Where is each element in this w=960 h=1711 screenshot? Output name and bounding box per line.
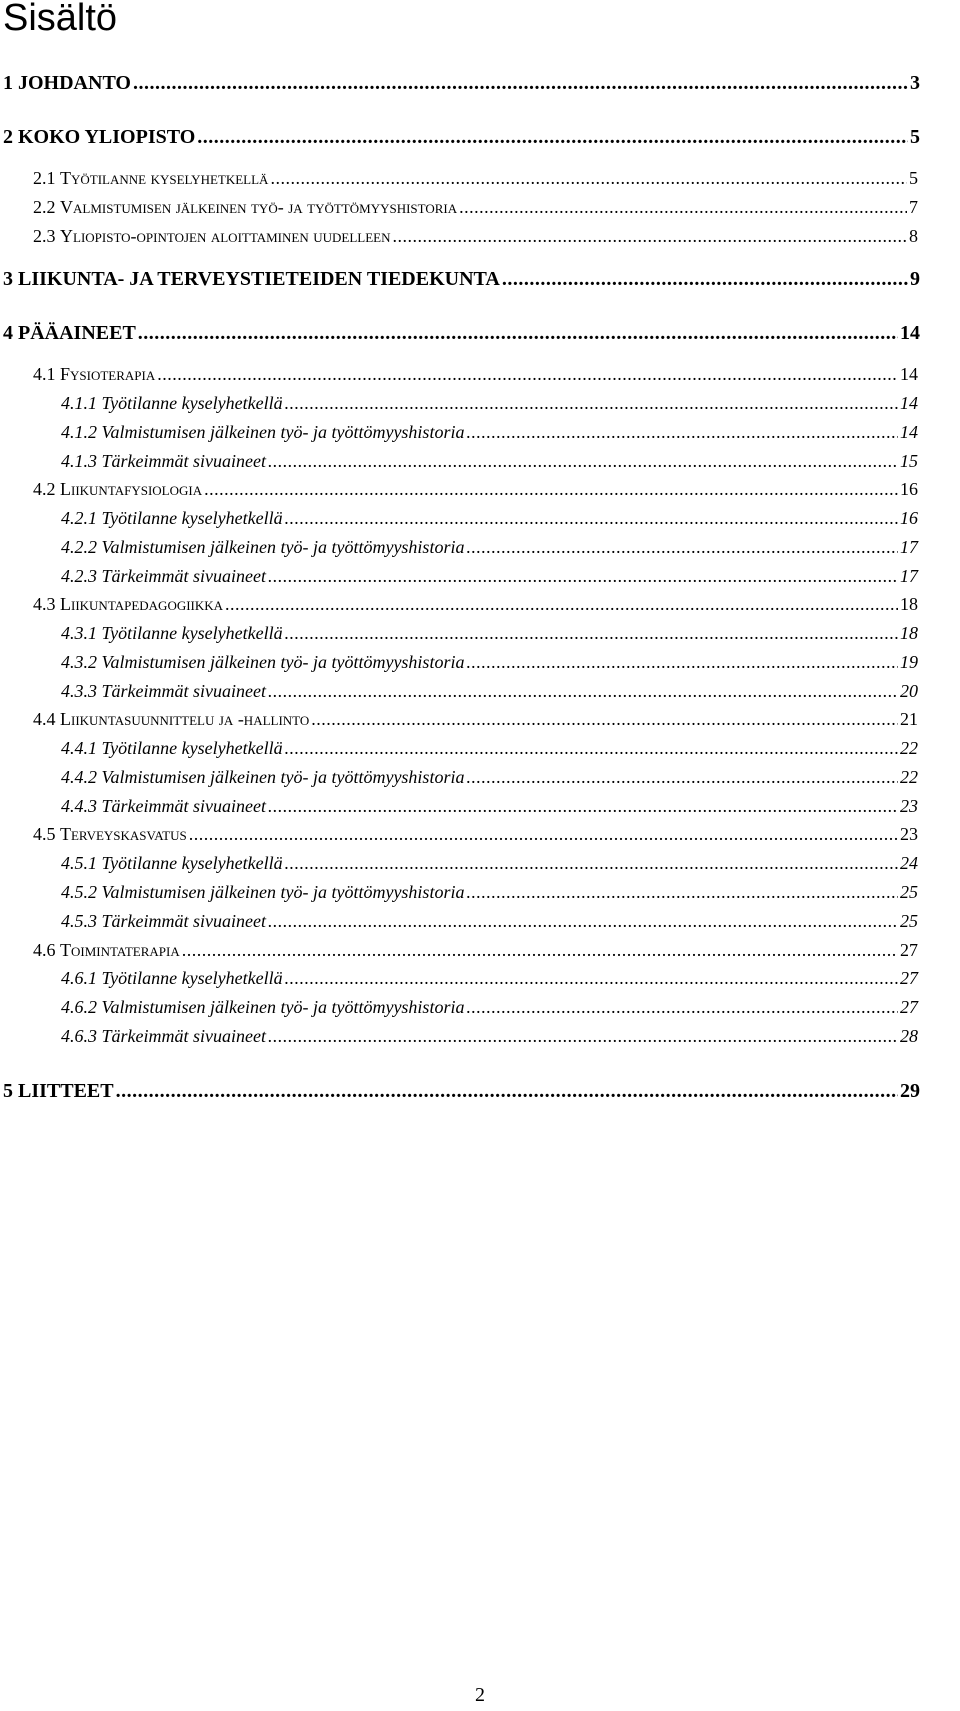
toc-heading: Sisältö (3, 0, 118, 39)
toc-entry[interactable] (3, 126, 920, 152)
toc-entry[interactable] (61, 767, 918, 793)
toc-entry[interactable] (33, 940, 918, 966)
toc-entry[interactable] (33, 824, 918, 850)
toc-entry-title (3, 1080, 114, 1103)
page-number: 2 (475, 1684, 485, 1706)
dot-leader (285, 853, 898, 874)
dot-leader (116, 1080, 898, 1103)
toc-entry-title (61, 882, 464, 903)
toc-entry-number: 4.1.2 (61, 422, 97, 442)
toc-entry-page: 18 (900, 594, 918, 614)
toc-entry-number: 4.3.1 (61, 623, 97, 643)
toc-entry-page: 18 (900, 623, 918, 643)
toc-entry-title (61, 796, 266, 817)
toc-entry-number: 4.4.3 (61, 796, 97, 816)
toc-entry-number: 4.5 (33, 824, 56, 844)
toc-entry-page: 20 (900, 681, 918, 701)
toc-entry[interactable] (61, 566, 918, 592)
toc-entry-title (33, 940, 180, 961)
dot-leader (466, 652, 898, 673)
toc-entry-number: 4.5.3 (61, 911, 97, 931)
toc-entry-label: Työtilanne kyselyhetkellä (60, 168, 269, 188)
toc-entry[interactable] (33, 594, 918, 620)
toc-entry[interactable] (61, 537, 918, 563)
toc-entry-number: 4.2.1 (61, 508, 97, 528)
toc-entry-label: Valmistumisen jälkeinen työ- ja työttömyyshistoria (101, 537, 465, 557)
toc-entry-label: Tärkeimmät sivuaineet (101, 796, 266, 816)
toc-entry-page: 14 (900, 322, 920, 344)
toc-entry-label: LIIKUNTA- JA TERVEYSTIETEIDEN TIEDEKUNTA (18, 268, 500, 290)
toc-entry-title (33, 226, 391, 247)
toc-entry-title (33, 594, 223, 615)
toc-entry[interactable] (61, 911, 918, 937)
toc-entry-title (3, 72, 131, 95)
toc-entry-page: 17 (900, 566, 918, 586)
toc-entry[interactable] (61, 796, 918, 822)
toc-entry[interactable] (33, 226, 918, 252)
toc-entry[interactable] (61, 738, 918, 764)
dot-leader (268, 1026, 898, 1047)
dot-leader (189, 824, 898, 845)
toc-entry-page: 16 (900, 479, 918, 499)
toc-entry-title (61, 508, 283, 529)
toc-entry-number: 2 (3, 126, 13, 148)
toc-entry-title (33, 197, 457, 218)
toc-entry-page: 25 (900, 911, 918, 931)
toc-entry-number: 4.6 (33, 940, 56, 960)
toc-entry-number: 4.3.2 (61, 652, 97, 672)
toc-entry-title (61, 681, 266, 702)
toc-entry-number: 4.5.1 (61, 853, 97, 873)
toc-entry[interactable] (33, 197, 918, 223)
toc-entry[interactable] (33, 168, 918, 194)
toc-entry-label: LIITTEET (18, 1080, 114, 1102)
toc-entry[interactable] (61, 451, 918, 477)
toc-entry[interactable] (3, 1080, 920, 1106)
toc-entry-title (61, 997, 464, 1018)
toc-entry-label: Toimintaterapia (60, 940, 180, 960)
toc-entry-title (61, 968, 283, 989)
toc-entry-title (61, 451, 266, 472)
dot-leader (285, 738, 898, 759)
dot-leader (393, 226, 908, 247)
toc-entry[interactable] (61, 393, 918, 419)
dot-leader (311, 709, 898, 730)
toc-entry-number: 4.4.1 (61, 738, 97, 758)
toc-entry-page: 3 (910, 72, 920, 94)
toc-entry-label: Valmistumisen jälkeinen työ- ja työttömyyshistoria (101, 997, 465, 1017)
toc-entry-page: 14 (900, 364, 918, 384)
toc-entry[interactable] (61, 422, 918, 448)
toc-entry-title (33, 824, 187, 845)
toc-entry-label: Työtilanne kyselyhetkellä (101, 393, 283, 413)
toc-entry-title (61, 853, 283, 874)
dot-leader (197, 126, 908, 149)
toc-entry[interactable] (61, 508, 918, 534)
toc-entry-page: 27 (900, 968, 918, 988)
dot-leader (268, 451, 898, 472)
toc-entry-title (61, 537, 464, 558)
toc-entry-page: 8 (909, 226, 918, 246)
toc-entry-number: 2.2 (33, 197, 56, 217)
toc-entry-number: 2.3 (33, 226, 56, 246)
toc-entry-title (61, 422, 464, 443)
toc-entry-title (33, 479, 202, 500)
toc-entry-number: 4.5.2 (61, 882, 97, 902)
dot-leader (466, 422, 898, 443)
toc-entry[interactable] (61, 853, 918, 879)
toc-entry-label: Työtilanne kyselyhetkellä (101, 508, 283, 528)
toc-entry-label: Tärkeimmät sivuaineet (101, 1026, 266, 1046)
dot-leader (270, 168, 907, 189)
toc-entry-number: 4.3.3 (61, 681, 97, 701)
toc-entry-number: 4.2.3 (61, 566, 97, 586)
dot-leader (268, 911, 898, 932)
toc-entry-page: 14 (900, 422, 918, 442)
toc-entry[interactable] (33, 479, 918, 505)
toc-entry-label: Tärkeimmät sivuaineet (101, 451, 266, 471)
toc-entry-page: 5 (910, 126, 920, 148)
toc-entry-title (61, 393, 283, 414)
toc-entry-page: 23 (900, 824, 918, 844)
toc-entry-page: 22 (900, 738, 918, 758)
toc-entry-label: Valmistumisen jälkeinen työ- ja työttömyyshistoria (101, 652, 465, 672)
toc-entry-label: Tärkeimmät sivuaineet (101, 911, 266, 931)
toc-entry-number: 3 (3, 268, 13, 290)
toc-entry-number: 4.2.2 (61, 537, 97, 557)
toc-entry-title (3, 126, 195, 149)
toc-entry-label: Liikuntafysiologia (60, 479, 203, 499)
dot-leader (466, 537, 898, 558)
toc-entry[interactable] (61, 997, 918, 1023)
toc-entry-title (33, 709, 309, 730)
toc-entry-number: 4.3 (33, 594, 56, 614)
toc-entry-title (3, 268, 500, 291)
dot-leader (133, 72, 908, 95)
dot-leader (502, 268, 908, 291)
toc-entry-page: 7 (909, 197, 918, 217)
dot-leader (204, 479, 898, 500)
dot-leader (466, 997, 898, 1018)
toc-entry-label: JOHDANTO (18, 72, 131, 94)
dot-leader (285, 623, 898, 644)
toc-entry-page: 24 (900, 853, 918, 873)
toc-entry-page: 23 (900, 796, 918, 816)
dot-leader (268, 681, 898, 702)
toc-entry[interactable] (61, 968, 918, 994)
toc-entry-number: 4.6.1 (61, 968, 97, 988)
toc-entry-title (61, 767, 464, 788)
toc-entry-title (61, 566, 266, 587)
toc-entry-label: Työtilanne kyselyhetkellä (101, 738, 283, 758)
toc-entry-page: 9 (910, 268, 920, 290)
toc-entry-number: 5 (3, 1080, 13, 1102)
toc-entry-number: 4.6.2 (61, 997, 97, 1017)
toc-entry-title (61, 623, 283, 644)
toc-entry-number: 4.1.3 (61, 451, 97, 471)
toc-entry-label: Yliopisto-opintojen aloittaminen uudelleen (60, 226, 391, 246)
toc-entry-page: 21 (900, 709, 918, 729)
toc-entry-page: 29 (900, 1080, 920, 1102)
toc-entry-label: Fysioterapia (60, 364, 156, 384)
dot-leader (285, 393, 898, 414)
toc-entry-number: 4.4 (33, 709, 56, 729)
toc-entry-label: Työtilanne kyselyhetkellä (101, 623, 283, 643)
dot-leader (285, 968, 898, 989)
toc-entry-label: Tärkeimmät sivuaineet (101, 566, 266, 586)
toc-entry-label: Valmistumisen jälkeinen työ- ja työttömyyshistoria (101, 767, 465, 787)
toc-entry-page: 27 (900, 997, 918, 1017)
dot-leader (157, 364, 898, 385)
dot-leader (466, 767, 898, 788)
toc-entry-title (61, 738, 283, 759)
toc-entry[interactable] (33, 364, 918, 390)
toc-entry-label: PÄÄAINEET (18, 322, 136, 344)
dot-leader (285, 508, 898, 529)
dot-leader (268, 796, 898, 817)
toc-entry[interactable] (61, 623, 918, 649)
dot-leader (182, 940, 898, 961)
toc-entry-page: 22 (900, 767, 918, 787)
toc-entry-number: 4.6.3 (61, 1026, 97, 1046)
toc-entry-number: 2.1 (33, 168, 56, 188)
toc-entry[interactable] (61, 882, 918, 908)
toc-entry-page: 17 (900, 537, 918, 557)
toc-entry-title (33, 168, 268, 189)
toc-entry-number: 4.2 (33, 479, 56, 499)
dot-leader (459, 197, 907, 218)
toc-entry-page: 27 (900, 940, 918, 960)
dot-leader (225, 594, 898, 615)
toc-entry-label: Työtilanne kyselyhetkellä (101, 853, 283, 873)
toc-entry-number: 4.1 (33, 364, 56, 384)
toc-entry-label: KOKO YLIOPISTO (18, 126, 196, 148)
dot-leader (268, 566, 898, 587)
toc-entry-number: 1 (3, 72, 13, 94)
toc-entry-page: 28 (900, 1026, 918, 1046)
dot-leader (138, 322, 898, 345)
toc-entry-label: Valmistumisen jälkeinen työ- ja työttömyyshistoria (60, 197, 458, 217)
toc-entry-title (3, 322, 136, 345)
dot-leader (466, 882, 898, 903)
toc-entry-label: Valmistumisen jälkeinen työ- ja työttömyyshistoria (101, 882, 465, 902)
toc-entry-label: Terveyskasvatus (60, 824, 187, 844)
toc-entry-title (61, 652, 464, 673)
toc-entry[interactable] (3, 322, 920, 348)
toc-entry-number: 4 (3, 322, 13, 344)
toc-entry[interactable] (3, 72, 920, 98)
toc-entry[interactable] (33, 709, 918, 735)
toc-entry-title (61, 1026, 266, 1047)
toc-entry-number: 4.4.2 (61, 767, 97, 787)
toc-entry-page: 14 (900, 393, 918, 413)
toc-entry-label: Tärkeimmät sivuaineet (101, 681, 266, 701)
toc-entry-page: 15 (900, 451, 918, 471)
toc-entry-label: Valmistumisen jälkeinen työ- ja työttömyyshistoria (101, 422, 465, 442)
toc-entry-label: Liikuntapedagogiikka (60, 594, 224, 614)
toc-entry-number: 4.1.1 (61, 393, 97, 413)
toc-entry-page: 16 (900, 508, 918, 528)
toc-entry-title (61, 911, 266, 932)
toc-entry-page: 5 (909, 168, 918, 188)
toc-entry-title (33, 364, 155, 385)
toc-entry-page: 19 (900, 652, 918, 672)
toc-entry-page: 25 (900, 882, 918, 902)
toc-entry[interactable] (61, 652, 918, 678)
toc-entry[interactable] (61, 681, 918, 707)
toc-entry[interactable] (3, 268, 920, 294)
toc-entry-label: Työtilanne kyselyhetkellä (101, 968, 283, 988)
toc-entry[interactable] (61, 1026, 918, 1052)
toc-entry-label: Liikuntasuunnittelu ja -hallinto (60, 709, 310, 729)
